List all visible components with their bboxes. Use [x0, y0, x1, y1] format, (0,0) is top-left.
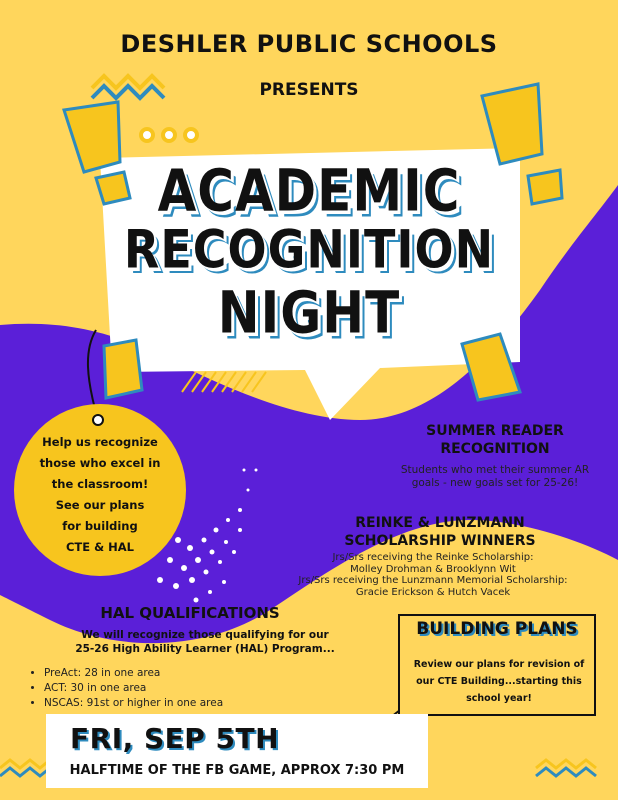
scholarship-line: Jrs/Srs receiving the Lunzmann Memorial Scholarship:: [298, 575, 568, 586]
hal-intro: [40, 628, 370, 656]
callout-line: See our plans: [55, 498, 145, 512]
title-line-3: NIGHT: [217, 279, 401, 347]
scholarship-line: Gracie Erickson & Hutch Vacek: [355, 586, 511, 598]
title-line-2: RECOGNITION: [123, 217, 495, 281]
summer-reader-body-2: goals - new goals set for 25-26!: [411, 476, 579, 489]
callout-line: those who excel in: [39, 456, 161, 470]
building-plans-line: Review our plans for revision of: [413, 659, 585, 670]
summer-reader-heading: [380, 422, 610, 458]
scholarship-heading-2: SCHOLARSHIP WINNERS: [344, 533, 536, 549]
callout-line: the classroom!: [51, 477, 149, 491]
hal-intro-2: 25-26 High Ability Learner (HAL) Program...: [75, 643, 335, 655]
building-plans-title: BUILDING PLANS: [416, 619, 578, 639]
hal-bullet: • NSCAS: 91st or higher in one area: [44, 696, 223, 711]
scholarship-line: Jrs/Srs receiving the Reinke Scholarship:: [332, 552, 534, 563]
event-date: FRI, SEP 5TH: [70, 722, 280, 755]
building-plans-line: our CTE Building...starting this: [416, 676, 582, 687]
building-plans-body: [406, 656, 592, 707]
scholarship-heading-1: REINKE & LUNZMANN: [355, 515, 525, 531]
hal-bullet: • PreAct: 28 in one area: [44, 666, 223, 681]
summer-reader-body-1: Students who met their summer AR: [400, 464, 590, 476]
callout-line: Help us recognize: [42, 435, 158, 449]
title-line-1: ACADEMIC: [157, 157, 461, 225]
hal-bullet: • ACT: 30 in one area: [44, 681, 223, 696]
hal-bullets: [30, 666, 223, 711]
scholarship-body: [268, 552, 598, 598]
summer-reader-heading-2: RECOGNITION: [440, 441, 550, 457]
callout-line: CTE & HAL: [65, 540, 135, 554]
event-time: HALFTIME OF THE FB GAME, APPROX 7:30 PM: [69, 763, 405, 778]
callout-line: for building: [62, 519, 138, 533]
summer-reader-body: [370, 464, 618, 489]
building-plans-line: school year!: [466, 693, 532, 704]
scholarship-line: Molley Drohman & Brooklynn Wit: [350, 563, 516, 575]
presents-text: PRESENTS: [259, 80, 359, 100]
scholarship-heading: [300, 514, 580, 550]
hal-heading: HAL QUALIFICATIONS: [100, 604, 280, 622]
summer-reader-heading-1: SUMMER READER: [426, 423, 564, 439]
school-name: DESHLER PUBLIC SCHOOLS: [120, 30, 498, 58]
hal-intro-1: We will recognize those qualifying for our: [81, 629, 329, 641]
callout-text: [26, 432, 174, 558]
building-plans-box: [398, 614, 596, 716]
